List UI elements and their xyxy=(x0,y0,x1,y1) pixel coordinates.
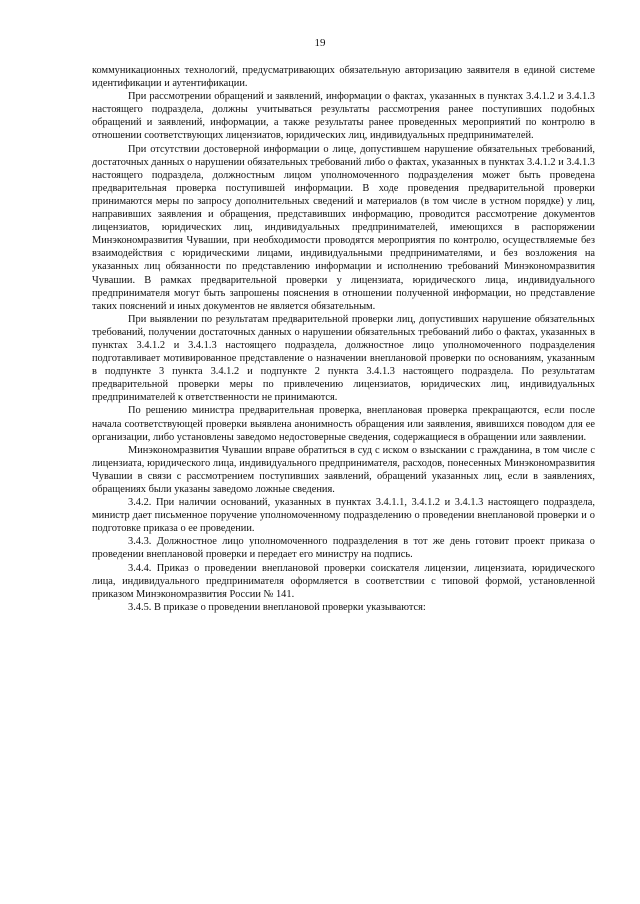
paragraph: 3.4.3. Должностное лицо уполномоченного подразделения в тот же день готовит проект приказа о проведении внеплановой проверки и передает его министру на подпись. xyxy=(92,536,595,561)
paragraph: коммуникационных технологий, предусматривающих обязательную авторизацию заявителя в единой системе идентификации и аутентификации. xyxy=(92,65,595,90)
paragraph: Минэкономразвития Чувашии вправе обратиться в суд с иском о взыскании с гражданина, в том числе с лицензиата, юридического лица, индивидуального предпринимателя, расходов, понесенных Минэкономразвития Чувашии в связи с рассмотрением поступивших заявлений, обращений указанных лиц, если в заявлениях, обращениях были указаны заведомо ложные сведения. xyxy=(92,444,595,495)
document-body xyxy=(92,64,595,614)
page-number: 19 xyxy=(314,37,326,49)
paragraph: При выявлении по результатам предварительной проверки лиц, допустивших нарушение обязательных требований, получении достаточных данных о нарушении обязательных требований либо о фактах, указанных в пунктах 3.4.1.2 и 3.4.1.3 настоящего подраздела, должностное лицо уполномоченного подразделения подготавливает мотивированное представление о назначении внеплановой проверки по основаниям, указанным в подпункте 3 пункта 3.4.1.2 и подпункте 2 пункта 3.4.1.3 настоящего подраздела. По результатам предварительной проверки меры по привлечению лицензиатов, юридических лиц, индивидуальных предпринимателей к ответственности не принимаются. xyxy=(92,313,595,404)
paragraph: При рассмотрении обращений и заявлений, информации о фактах, указанных в пунктах 3.4.1.2 и 3.4.1.3 настоящего подраздела, должны учитываться результаты рассмотрения ранее поступивших подобных обращений и заявлений, информации, а также результаты ранее проведенных мероприятий по контролю в отношении соответствующих лицензиатов, юридических лиц, индивидуальных предпринимателей. xyxy=(92,91,595,142)
paragraph: 3.4.4. Приказ о проведении внеплановой проверки соискателя лицензии, лицензиата, юридического лица, индивидуального предпринимателя оформляется в соответствии с типовой формой, установленной приказом Минэкономразвития России № 141. xyxy=(92,562,595,600)
paragraph: 3.4.5. В приказе о проведении внеплановой проверки указываются: xyxy=(128,601,426,613)
paragraph: По решению министра предварительная проверка, внеплановая проверка прекращаются, если после начала соответствующей проверки выявлена анонимность обращения или заявления, явившихся поводом для ее организации, либо установлены заведомо недостоверные сведения, содержащиеся в обращении или заявлении. xyxy=(92,405,595,443)
paragraph: При отсутствии достоверной информации о лице, допустившем нарушение обязательных требований, достаточных данных о нарушении обязательных требований либо о фактах, указанных в пунктах 3.4.1.2 и 3.4.1.3 настоящего подраздела, должностным лицом уполномоченного подразделения может быть проведена предварительная проверка поступившей информации. В ходе проведения предварительной проверки принимаются меры по запросу дополнительных сведений и материалов (в том числе в устном порядке) у лиц, направивших заявления и обращения, представивших информацию, проводится рассмотрение документов лицензиатов, юридических лиц, индивидуальных предпринимателей, имеющихся в распоряжении Минэкономразвития Чувашии, при необходимости проводятся мероприятия по контролю, осуществляемые без взаимодействия с юридическими лицами, индивидуальными предпринимателями, и без возложения на указанных лиц обязанности по представлению информации и исполнению требований Минэкономразвития Чувашии. В рамках предварительной проверки у лицензиата, юридического лица, индивидуального предпринимателя могут быть запрошены пояснения в отношении полученной информации, но представление таких пояснений и иных документов не является обязательным. xyxy=(92,143,595,312)
paragraph: 3.4.2. При наличии оснований, указанных в пунктах 3.4.1.1, 3.4.1.2 и 3.4.1.3 настоящего подраздела, министр дает письменное поручение уполномоченному подразделению о проведении внеплановой проверки и о подготовке приказа о ее проведении. xyxy=(92,497,595,535)
